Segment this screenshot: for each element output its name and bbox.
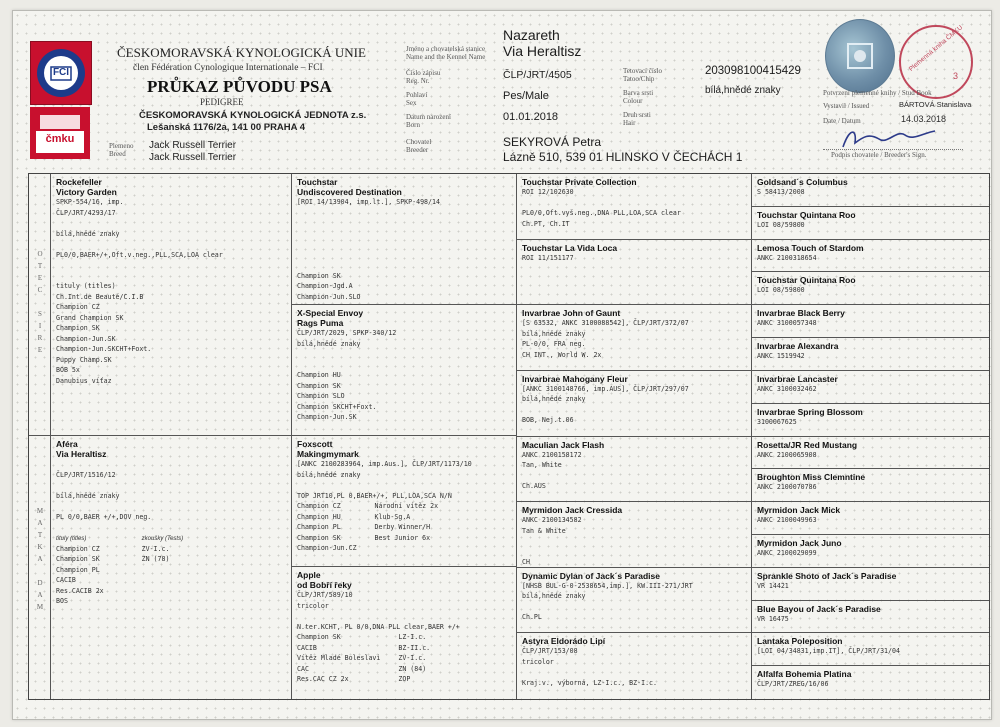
side-letter: D	[37, 579, 43, 587]
grandparent-title: Champion CZ	[297, 502, 341, 510]
great-great-grandparent-cell	[752, 305, 989, 338]
grandparent-line	[297, 229, 511, 240]
sire-detail-line	[56, 239, 286, 250]
great-great-grandparent-name: Sprankle Shoto of Jack´s Paradise	[757, 570, 897, 581]
org-name: ČESKOMORAVSKÁ KYNOLOGICKÁ UNIE	[117, 45, 366, 60]
dam-title: Res.CACIB 2x	[56, 586, 104, 595]
grandparent-name: X-Special Envoy	[297, 308, 364, 318]
grandparent-kennel: od Bobří řeky	[297, 580, 352, 590]
dog-name-label: Jméno a chovatelská stanice Name and the Kennel Name	[406, 45, 486, 61]
dam-exam: ZN (78)	[141, 555, 170, 563]
grandparent-line: Champion-Jgd.A	[297, 282, 353, 290]
grandparent-line: Champion SK	[297, 381, 341, 390]
colour-label: Barva srsti Colour	[623, 89, 654, 105]
doc-subtitle: PEDIGREE	[200, 97, 244, 107]
dam-detail-line	[56, 480, 286, 491]
sire-detail-line: PL0/0,BAER+/+,Oft.v.neg.,PLL,SCA,LOA clear	[56, 250, 223, 259]
great-grandparent-line	[522, 471, 746, 482]
side-letter	[29, 297, 51, 307]
great-grandparent-line: ANKC 2100134582	[522, 516, 582, 525]
fci-logo	[30, 41, 92, 105]
great-great-grandparent-line: ANKC 2100049963	[757, 516, 817, 525]
great-grandparent-name: Myrmidon Jack Cressida	[522, 505, 623, 516]
dam-detail-line	[56, 459, 286, 470]
grandparent-line: [ANKC 2100283964, imp.Aus.], ČLP/JRT/1173/10	[297, 460, 472, 468]
great-grandparent-line: [ANKC 3100148766, imp.AUS], ČLP/JRT/297/07	[522, 384, 689, 393]
great-grandparent-name: Dynamic Dylan of Jack´s Paradise	[522, 570, 660, 581]
grandparent-line	[297, 208, 511, 219]
great-great-grandparent-line: ANKC 2100318654	[757, 253, 817, 262]
side-letter	[29, 566, 51, 576]
great-great-grandparent-cell	[752, 371, 989, 404]
great-great-grandparent-cell	[752, 633, 989, 666]
great-grandparent-line: Tan & White	[522, 526, 566, 535]
grandparent-name: Foxscott	[297, 439, 333, 449]
great-great-grandparent-name: Invarbrae Spring Blossom	[757, 406, 863, 417]
great-grandparent-cell	[517, 502, 752, 568]
dam-detail-line	[56, 501, 286, 512]
great-grandparent-name: Touchstar Private Collection	[522, 177, 637, 187]
colour-value: bílá,hnědé znaky	[705, 85, 781, 96]
grandparent-title: Klub-Sg.A	[374, 512, 411, 521]
grandparent-line: Champion-Jun.SLO	[297, 292, 361, 301]
dam-detail-line: ČLP/JRT/1516/12	[56, 470, 116, 479]
grandparent-title: CAC	[297, 664, 309, 673]
great-great-grandparent-line: 3100067625	[757, 417, 797, 426]
cmku-logo-text: čmku	[45, 133, 75, 145]
dam-title: Champion SK	[56, 555, 100, 563]
great-great-grandparent-cell	[752, 404, 989, 437]
grandparent-line: [ROI 14/13904, imp.lt.], SPKP-498/14	[297, 198, 440, 206]
grandparent-line: bílá,hnědé znaky	[297, 470, 361, 479]
great-grandparent-line: Ch.PL	[522, 613, 542, 622]
great-grandparent-name: Invarbrae Mahogany Fleur	[522, 373, 628, 384]
great-grandparent-line	[522, 547, 746, 558]
great-great-grandparent-line: LOI 08/59800	[757, 220, 805, 229]
great-great-grandparent-line: ČLP/JRT/ZREG/16/06	[757, 680, 829, 689]
great-great-grandparent-name: Goldsand´s Columbus	[757, 177, 848, 187]
great-great-grandparent-name: Touchstar Quintana Roo	[757, 209, 856, 220]
great-grandparent-line	[522, 667, 746, 678]
side-letter: M	[36, 603, 44, 611]
grandparent-title: Champion-Jun.CZ	[297, 544, 357, 552]
grandparent-line: TOP JRT10,PL 0,BAER+/+, PLL,LOA,SCA N/N	[297, 491, 452, 500]
great-grandparent-name: Maculian Jack Flash	[522, 439, 605, 450]
dam-side-label	[29, 436, 51, 699]
great-great-grandparent-cell	[752, 601, 989, 634]
grandparent-name: Apple	[297, 570, 321, 580]
grandparent-line	[297, 360, 511, 371]
grandparent-cell	[292, 436, 517, 567]
grandparent-line	[297, 239, 511, 250]
great-grandparent-name: Invarbrae John of Gaunt	[522, 308, 621, 319]
grandparent-kennel: Undiscovered Destination	[297, 187, 402, 197]
great-great-grandparent-cell	[752, 568, 989, 601]
dam-exam: ZV-I.c.	[141, 544, 170, 553]
grandparent-line: ČLP/JRT/2029, SPKP-340/12	[297, 329, 397, 337]
great-grandparent-line: CH	[522, 558, 530, 567]
great-grandparent-line: tricolor	[522, 657, 554, 666]
date-value: 14.03.2018	[901, 114, 947, 124]
side-letter: R	[37, 334, 43, 342]
great-great-grandparent-name: Alfalfa Bohemia Platina	[757, 669, 852, 680]
grandparent-title: ZV-I.c.	[398, 654, 427, 662]
great-grandparent-line: PL0/0,Oft.vyš.neg.,DNA PLL,LOA,SCA clear	[522, 209, 681, 217]
great-great-grandparent-cell	[752, 535, 989, 568]
great-grandparent-line: ROI 12/102630	[522, 188, 574, 196]
grandparent-name: Touchstar	[297, 177, 338, 187]
grandparent-title: Champion SK	[297, 533, 341, 542]
great-great-grandparent-line: [LOI 04/34831,imp.IT], ČLP/JRT/31/04	[757, 647, 900, 656]
tattoo-value: 203098100415429	[705, 65, 801, 77]
great-grandparent-line: ROI 11/151177	[522, 253, 574, 262]
great-grandparent-cell	[517, 240, 752, 306]
great-great-grandparent-line: LOI 08/59800	[757, 286, 805, 295]
great-grandparent-line: bílá,hnědé znaky	[522, 395, 586, 404]
grandparent-title: Champion PL	[297, 523, 341, 531]
grandparent-title: Best Junior 6x	[374, 533, 431, 542]
dam-title: CACIB	[56, 576, 76, 584]
grandparent-line	[297, 349, 511, 360]
hologram-icon	[826, 20, 894, 92]
side-letter: E	[37, 346, 43, 354]
dam-detail-line	[56, 522, 286, 533]
great-great-grandparent-line: VR 16475	[757, 614, 789, 623]
great-great-grandparent-cell	[752, 272, 989, 305]
breed-label: Plemeno Breed	[109, 142, 134, 158]
grandparent-title: ZOP	[398, 675, 411, 683]
stamp-text: Plemenná kniha ČMKU	[907, 24, 965, 73]
hair-label: Druh srsti Hair	[623, 111, 651, 127]
great-great-grandparent-line: S 58413/2008	[757, 188, 805, 196]
side-letter: T	[37, 262, 43, 270]
sire-detail-line: tituly (titles)	[56, 282, 116, 290]
great-great-grandparent-cell	[752, 240, 989, 273]
grandparent-kennel: Makingmymark	[297, 449, 359, 459]
breeder-label: Chovatel Breeder	[406, 138, 432, 154]
great-great-grandparent-line: ANKC 3100057348	[757, 319, 817, 328]
side-letter: A	[37, 555, 43, 563]
grandparent-line: Champion SLO	[297, 392, 345, 400]
great-great-grandparent-name: Lantaka Poleposition	[757, 636, 843, 647]
tattoo-label: Tetovací číslo Tatoo/Chip	[623, 67, 662, 83]
great-grandparent-cell	[517, 305, 752, 371]
grandparent-kennel: Rags Puma	[297, 318, 344, 328]
grandparent-title: LZ-I.c.	[398, 633, 427, 641]
great-great-grandparent-name: Invarbrae Lancaster	[757, 373, 838, 384]
sire-detail-line: Grand Champion SK	[56, 313, 124, 322]
side-letter: T	[37, 531, 43, 539]
great-great-grandparent-name: Invarbrae Alexandra	[757, 341, 839, 352]
great-great-grandparent-cell	[752, 174, 989, 207]
sire-detail-line: ČLP/JRT/4293/17	[56, 208, 116, 217]
great-grandparent-line	[522, 536, 746, 547]
reg-label: Číslo zápisu Reg. Nr.	[406, 69, 441, 85]
great-grandparent-name: Touchstar La Vida Loca	[522, 242, 618, 253]
stamp-number: 3	[953, 71, 959, 81]
dam-title: BOS	[56, 597, 68, 605]
grandparent-cell	[292, 305, 517, 436]
great-great-grandparent-cell	[752, 502, 989, 535]
great-great-grandparent-name: Myrmidon Jack Mick	[757, 505, 841, 516]
sire-detail-line: Champion SK	[56, 324, 100, 332]
sire-detail-line: Danubius víťaz	[56, 376, 112, 385]
grandparent-title: Národní vítěz 2x	[374, 502, 439, 510]
breeder-sign-label: Podpis chovatele / Breeder's Sign.	[831, 151, 927, 159]
grandparent-line	[297, 611, 511, 622]
issuer-name: ČESKOMORAVSKÁ KYNOLOGICKÁ JEDNOTA z.s.	[139, 110, 367, 121]
dam-title: Champion CZ	[56, 544, 100, 553]
issuer-address: Lešanská 1176/2a, 141 00 PRAHA 4	[147, 122, 306, 133]
sire-detail-line	[56, 260, 286, 271]
great-grandparent-cell	[517, 633, 752, 699]
great-grandparent-cell	[517, 371, 752, 437]
great-grandparent-line: Tan, White	[522, 461, 562, 469]
great-grandparent-name: Astyra Eldorádo Lipí	[522, 636, 606, 647]
great-great-grandparent-line: ANKC 2100065908	[757, 450, 817, 459]
grandparent-line: Champion-Jun.SK	[297, 413, 357, 421]
great-grandparent-line: ČLP/JRT/153/08	[522, 647, 578, 656]
great-great-grandparent-cell	[752, 469, 989, 502]
great-grandparent-cell	[517, 568, 752, 634]
grandparent-title: Vítěz Mladé Boleslavi	[297, 654, 381, 662]
dam-title: Champion PL	[56, 565, 100, 574]
sire-detail-line: BOB 5x	[56, 366, 80, 374]
great-grandparent-line: [NHSB BUL-G-0-2538654,imp.], KW.III-271/JRT	[522, 581, 693, 590]
date-label: Date / Datum	[823, 117, 861, 125]
dob-label: Datum narození Born	[406, 113, 451, 129]
sire-detail-line: Ch.Int.de Beauté/C.I.B	[56, 292, 144, 301]
grandparent-line	[297, 250, 511, 261]
grandparent-line: N.ter.KCHT, PL 0/0,DNA PLL clear,BAER +/+	[297, 622, 460, 631]
great-great-grandparent-cell	[752, 666, 989, 699]
dog-reg-number: ČLP/JRT/4505	[503, 69, 572, 81]
side-letter: K	[37, 543, 43, 551]
sire-detail-line: SPKP-554/16, imp.	[56, 198, 124, 206]
pedigree-document	[12, 10, 992, 720]
great-great-grandparent-line: ANKC 1519942	[757, 352, 805, 361]
sire-detail-line: Champion CZ	[56, 303, 100, 311]
dog-dob: 01.01.2018	[503, 111, 559, 123]
breed-value: Jack Russell Terrier Jack Russell Terrier	[149, 140, 237, 163]
grandparent-line	[297, 260, 511, 271]
dog-name: Nazareth Via Heraltisz	[503, 27, 582, 59]
great-great-grandparent-name: Myrmidon Jack Juno	[757, 537, 842, 548]
great-grandparent-line: ANKC 2100158172	[522, 450, 582, 459]
sire-cell: Rockefeller Victory Garden SPKP-554/16, imp. ČLP/JRT/4293/17 bílá,hnědé znaky PL0/0,BAER+/+,Oft.v.neg.,PLL,SCA,LOA clear tituly (titles) Ch.Int.de Beauté/C.I.B Champion CZ Grand Champion SK Champion SK Champion-Jun.SK Champion-Jun.SKCHT+Foxt. Puppy Champ.SK BOB 5x Danubius víťaz	[51, 174, 292, 436]
great-great-grandparent-name: Touchstar Quintana Roo	[757, 275, 856, 286]
side-letter: E	[37, 274, 43, 282]
issued-label: Vystavil / Issued	[823, 102, 870, 110]
grandparent-line: Champion SKCHT+Foxt.	[297, 402, 377, 411]
great-grandparent-line: Ch.AUS	[522, 482, 546, 490]
org-member: člen Fédération Cynologique Internationale – FCI	[133, 63, 323, 73]
side-letter: C	[37, 286, 43, 294]
breeder: SEKYROVÁ Petra Lázně 510, 539 01 HLINSKO V ČECHÁCH 1	[503, 135, 743, 164]
side-letter: A	[37, 591, 43, 599]
great-great-grandparent-name: Blue Bayou of Jack´s Paradise	[757, 603, 881, 614]
side-letter: S	[38, 310, 42, 318]
great-great-grandparent-name: Rosetta/JR Red Mustang	[757, 439, 858, 450]
great-grandparent-line	[522, 198, 746, 209]
great-grandparent-line: Ch.PT, Ch.IT	[522, 219, 570, 228]
great-grandparent-line: PL-0/0, FRA neg.	[522, 340, 586, 349]
great-grandparent-line: bílá,hnědé znaky	[522, 329, 586, 338]
grandparent-cell	[292, 174, 517, 305]
grandparent-title: ZN (84)	[398, 664, 427, 673]
great-grandparent-line: CH INT., World W. 2x	[522, 350, 602, 359]
sire-detail-line: Champion-Jun.SKCHT+Foxt.	[56, 345, 152, 353]
grandparent-line	[297, 480, 511, 491]
sire-detail-line: bílá,hnědé znaky	[56, 229, 120, 238]
sire-detail-line: Champion-Jun.SK	[56, 334, 116, 343]
great-grandparent-line: BOB, Nej.t.06	[522, 416, 574, 425]
grandparent-title: CACIB	[297, 643, 317, 652]
great-grandparent-line	[522, 405, 746, 416]
grandparent-cell	[292, 567, 517, 699]
dam-detail-line: bílá,hnědé znaky	[56, 491, 120, 500]
great-great-grandparent-line: ANKC 2100029099	[757, 548, 817, 557]
grandparent-title: BZ-II.c.	[398, 643, 431, 652]
great-grandparent-line: [S 63532, ANKC 3100088542], ČLP/JRT/372/07	[522, 319, 689, 328]
great-great-grandparent-line: VR 14421	[757, 581, 789, 590]
stud-book-label: Potvrzení plemenné knihy / Stud Book	[823, 89, 932, 97]
hologram-seal	[825, 19, 895, 93]
side-letter: A	[37, 519, 43, 527]
grandparent-line: tricolor	[297, 601, 329, 610]
great-great-grandparent-cell	[752, 437, 989, 470]
grandparent-title	[375, 543, 439, 554]
sire-detail-line	[56, 218, 286, 229]
great-great-grandparent-line: ANKC 2100070786	[757, 483, 817, 492]
great-great-grandparent-name: Invarbrae Black Berry	[757, 308, 845, 319]
great-great-grandparent-name: Broughton Miss Clemntine	[757, 472, 866, 483]
grandparent-title: Res.CAC CZ 2x	[297, 675, 349, 683]
great-grandparent-cell	[517, 174, 752, 240]
doc-title: PRŮKAZ PŮVODU PSA	[147, 77, 332, 96]
great-grandparent-cell	[517, 437, 752, 503]
grandparent-line: ČLP/JRT/589/10	[297, 591, 353, 599]
sire-side-label	[29, 174, 51, 436]
sex-label: Pohlaví Sex	[406, 91, 428, 107]
cmku-logo	[30, 107, 90, 159]
side-letter: O	[37, 250, 43, 258]
great-great-grandparent-cell	[752, 338, 989, 371]
great-great-grandparent-cell	[752, 207, 989, 240]
grandparent-line: bílá,hnědé znaky	[297, 339, 361, 348]
sire-detail-line	[56, 271, 286, 282]
great-great-grandparent-line: ANKC 3100032462	[757, 384, 817, 393]
issued-value: BÁRTOVÁ Stanislava	[899, 100, 972, 109]
dog-sex: Pes/Male	[503, 90, 549, 102]
great-great-grandparent-name: Lemosa Touch of Stardom	[757, 242, 864, 253]
grandparent-title: Derby Winner/H	[374, 523, 431, 531]
sire-detail-line: Puppy Champ.SK	[56, 355, 112, 364]
grandparent-title: Champion SK	[297, 633, 341, 641]
great-grandparent-line: bílá,hnědé znaky	[522, 592, 586, 601]
grandparent-line: Champion HU	[297, 371, 341, 379]
grandparent-title: Champion HU	[297, 512, 341, 521]
grandparent-line	[297, 218, 511, 229]
fci-logo-text: FCI	[52, 67, 70, 78]
side-letter: I	[38, 322, 42, 330]
dam-cell: Aféra Via Heraltisz ČLP/JRT/1516/12 bílá,hnědé znaky PL 0/0,BAER +/+,DOV neg. tituly (titles) Champion CZ Champion SK Champion PL CACIB Res.CACIB 2x BOS zkoušky (Tests) ZV-I.c. ZN (78)	[51, 436, 292, 699]
great-grandparent-line: Kraj.v., výborná, LZ-I.c., BZ-I.c.	[522, 678, 657, 687]
pedigree-table	[28, 173, 990, 700]
dam-detail-line: PL 0/0,BAER +/+,DOV neg.	[56, 512, 152, 521]
great-grandparent-line	[522, 602, 746, 613]
grandparent-line: Champion SK	[297, 271, 341, 280]
side-letter: M	[36, 507, 44, 515]
red-stamp	[899, 25, 973, 99]
